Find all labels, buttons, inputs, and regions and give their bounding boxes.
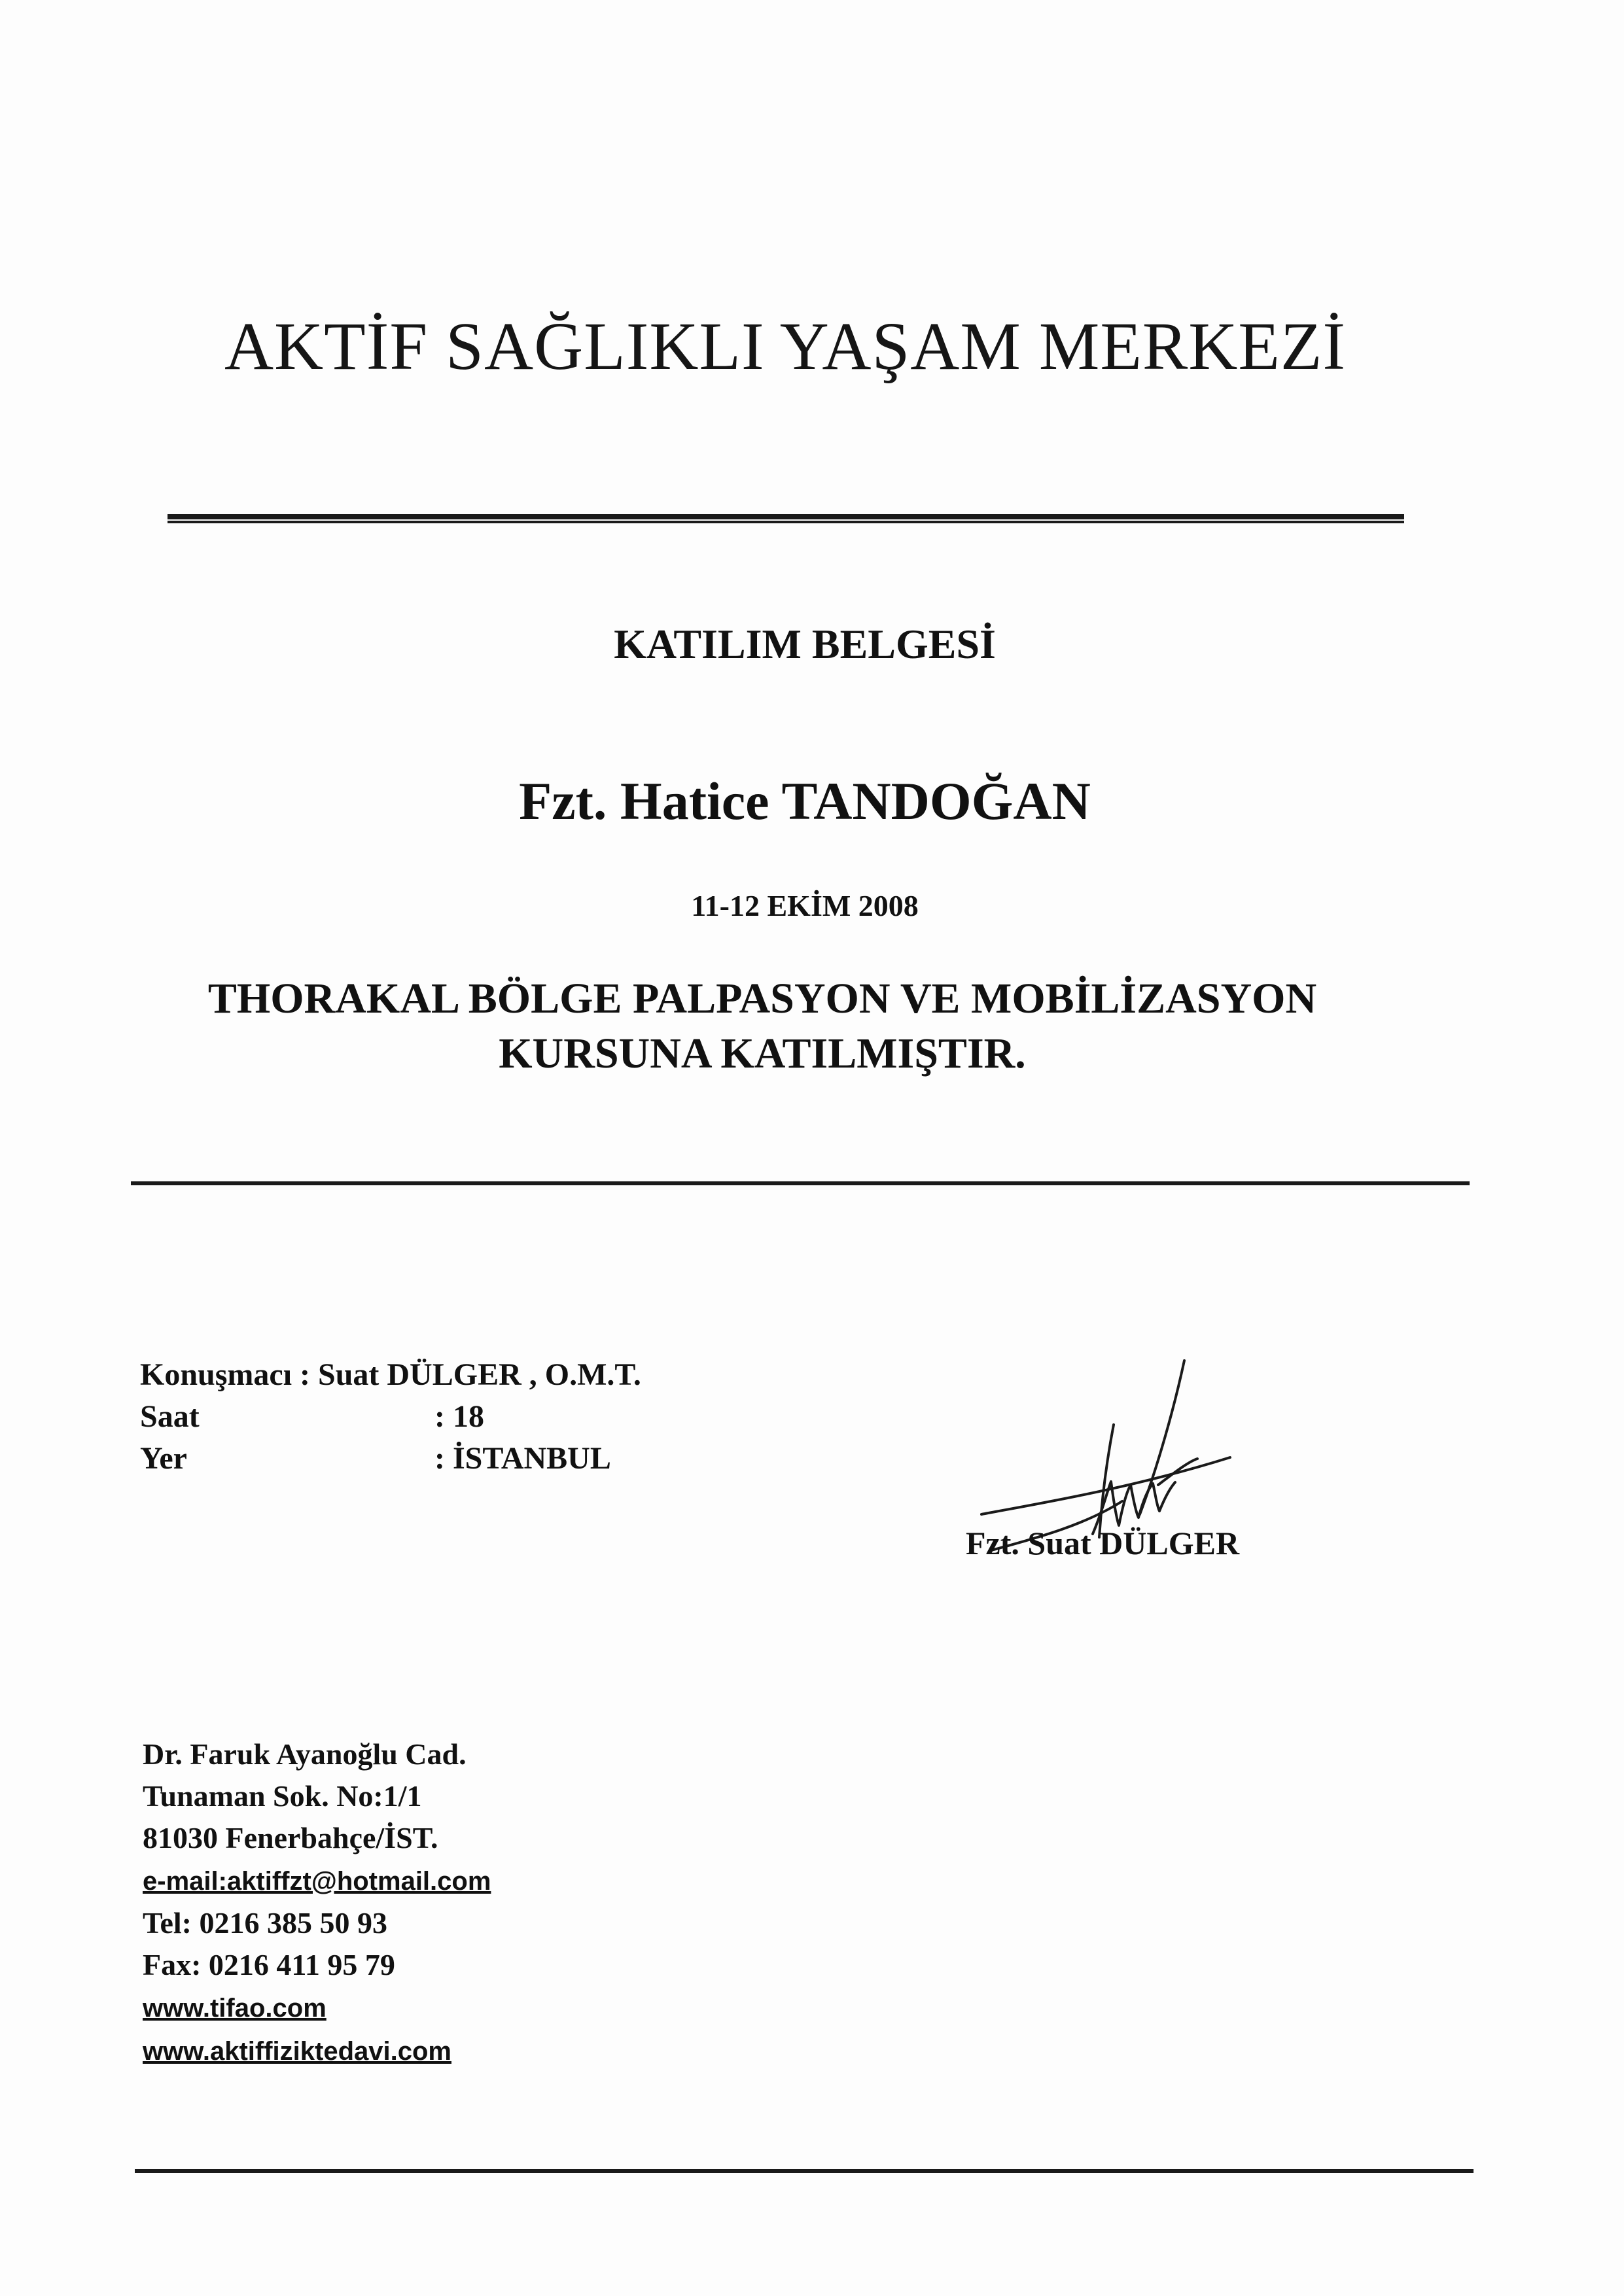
course-line-1: THORAKAL BÖLGE PALPASYON VE MOBİLİZASYON bbox=[207, 975, 1317, 1022]
hours-value: : 18 bbox=[434, 1399, 484, 1434]
place-label: Yer bbox=[140, 1441, 187, 1476]
speaker-label: Konuşmacı bbox=[140, 1357, 292, 1392]
speaker-value: : Suat DÜLGER , O.M.T. bbox=[300, 1357, 641, 1392]
fax-number: Fax: 0216 411 95 79 bbox=[143, 1948, 395, 1981]
address-line-2: Tunaman Sok. No:1/1 bbox=[143, 1779, 422, 1813]
address-line-1: Dr. Faruk Ayanoğlu Cad. bbox=[143, 1737, 467, 1771]
organization-title: AKTİF SAĞLIKLI YAŞAM MERKEZİ bbox=[224, 309, 1347, 384]
recipient-name: Fzt. Hatice TANDOĞAN bbox=[519, 771, 1091, 831]
hours-label: Saat bbox=[140, 1399, 200, 1434]
course-line-2: KURSUNA KATILMIŞTIR. bbox=[499, 1030, 1026, 1077]
phone-number: Tel: 0216 385 50 93 bbox=[143, 1906, 387, 1939]
email-link[interactable]: e-mail:aktiffzt@hotmail.com bbox=[143, 1867, 491, 1896]
header-double-rule bbox=[168, 514, 1404, 523]
course-description bbox=[0, 971, 1525, 1081]
hours-row bbox=[140, 1396, 641, 1438]
speaker-row bbox=[140, 1354, 641, 1396]
website-link-2[interactable]: www.aktiffiziktedavi.com bbox=[143, 2037, 451, 2066]
course-date: 11-12 EKİM 2008 bbox=[691, 889, 919, 922]
website-link-1[interactable]: www.tifao.com bbox=[143, 1994, 327, 2023]
contact-block bbox=[143, 1733, 491, 2072]
footer-rule bbox=[135, 2169, 1474, 2173]
place-row bbox=[140, 1438, 641, 1480]
course-details bbox=[140, 1354, 641, 1480]
place-value: : İSTANBUL bbox=[434, 1441, 611, 1476]
middle-rule bbox=[131, 1181, 1470, 1185]
signer-name: Fzt. Suat DÜLGER bbox=[966, 1525, 1240, 1561]
certificate-title: KATILIM BELGESİ bbox=[614, 621, 996, 667]
address-line-3: 81030 Fenerbahçe/İST. bbox=[143, 1821, 438, 1854]
